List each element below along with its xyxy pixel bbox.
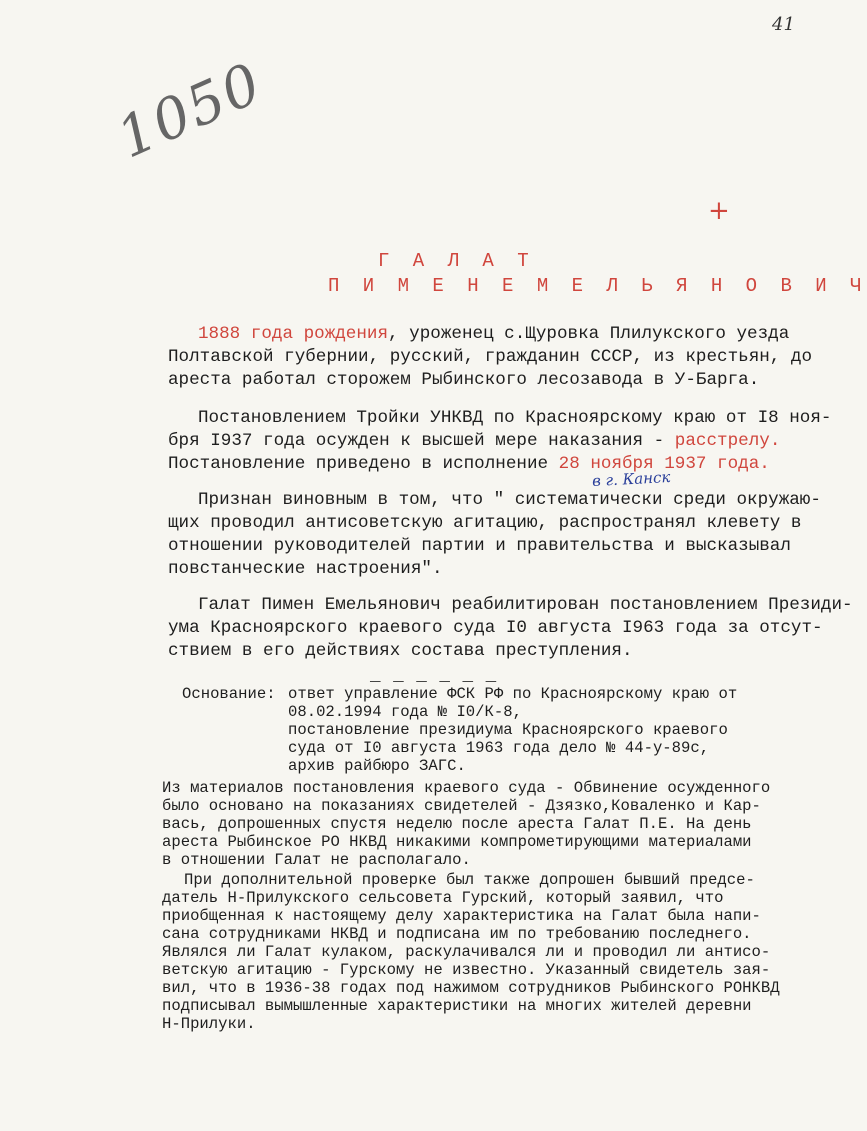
para5-line3: вась, допрошенных спустя неделю после ареста Галат П.Е. На день <box>162 815 752 833</box>
para6-line5: Являлся ли Галат кулаком, раскулачивался ли и проводил ли антисо- <box>162 943 771 961</box>
para1-line2: Полтавской губернии, русский, гражданин СССР, из крестьян, до <box>168 347 813 367</box>
para6-line9: Н-Прилуки. <box>162 1015 256 1033</box>
section-divider: _ _ _ _ _ _ <box>370 666 498 686</box>
basis-line1: ответ управление ФСК РФ по Красноярскому краю от <box>288 685 738 703</box>
para2-line1: Постановлением Тройки УНКВД по Красноярскому краю от I8 ноя- <box>198 408 832 428</box>
basis-line5: архив райбюро ЗАГС. <box>288 757 466 775</box>
para5-line1: Из материалов постановления краевого суда - Обвинение осужденного <box>162 779 771 797</box>
para2-line3 <box>168 454 770 476</box>
para2-line3-text: Постановление приведено в исполнение <box>168 454 559 474</box>
para2-line2-text: бря I937 года осужден к высшей мере наказания - <box>168 431 675 451</box>
para6-line3: приобщенная к настоящему делу характеристика на Галат была напи- <box>162 907 761 925</box>
para1-line3: ареста работал сторожем Рыбинского лесозавода в У-Барга. <box>168 370 760 390</box>
para5-line4: ареста Рыбинское РО НКВД никакими компрометирующими материалами <box>162 833 752 851</box>
para6-line8: подписывал вымышленные характеристики на многих жителей деревни <box>162 997 752 1015</box>
para5-line5: в отношении Галат не располагало. <box>162 851 471 869</box>
para4-line2: ума Красноярского краевого суда I0 августа I963 года за отсут- <box>168 618 823 638</box>
handwritten-archive-number: 1050 <box>108 50 272 172</box>
execution-word: расстрелу. <box>674 431 781 451</box>
para6-line1: При дополнительной проверке был также допрошен бывший предсе- <box>184 871 755 889</box>
para3-line2: щих проводил антисоветскую агитацию, распространял клевету в <box>168 513 802 533</box>
para3-line1: Признан виновным в том, что " систематически среди окружаю- <box>198 490 821 510</box>
birth-year-text: 1888 года рождения <box>198 324 389 344</box>
para5-line2: было основано на показаниях свидетелей - Дзязко,Коваленко и Кар- <box>162 797 761 815</box>
para6-line2: датель Н-Прилукского сельсовета Гурский, который заявил, что <box>162 889 724 907</box>
basis-line4: суда от I0 августа 1963 года дело № 44-у-89с, <box>288 739 710 757</box>
para6-line6: ветскую агитацию - Гурскому не известно. Указанный свидетель зая- <box>162 961 771 979</box>
para2-line2 <box>168 431 780 453</box>
para3-line4: повстанческие настроения". <box>168 559 443 579</box>
title-surname: Г А Л А Т <box>378 250 535 272</box>
para3-line3: отношении руководителей партии и правительства и высказывал <box>168 536 791 556</box>
handwritten-note-kansk: в г. Канск <box>591 467 671 491</box>
para1-line1-rest: , уроженец с.Щуровка Плилукского уезда <box>388 324 790 344</box>
para4-line1: Галат Пимен Емельянович реабилитирован постановлением Президи- <box>198 595 853 615</box>
basis-line3: постановление президиума Красноярского краевого <box>288 721 728 739</box>
para6-line7: вил, что в 1936-38 годах под нажимом сотрудников Рыбинского РОНКВД <box>162 979 780 997</box>
red-plus-mark: + <box>708 196 730 226</box>
basis-label: Основание: <box>182 685 276 703</box>
basis-line2: 08.02.1994 года № I0/К-8, <box>288 703 522 721</box>
para4-line3: ствием в его действиях состава преступления. <box>168 641 633 661</box>
title-given-names: П И М Е Н Е М Е Л Ь Я Н О В И Ч <box>328 275 867 297</box>
page-number: 41 <box>772 14 795 35</box>
para1-line1 <box>198 324 789 346</box>
para6-line4: сана сотрудниками НКВД и подписана им по требованию последнего. <box>162 925 752 943</box>
execution-date: 28 ноября 1937 года. <box>558 454 770 474</box>
